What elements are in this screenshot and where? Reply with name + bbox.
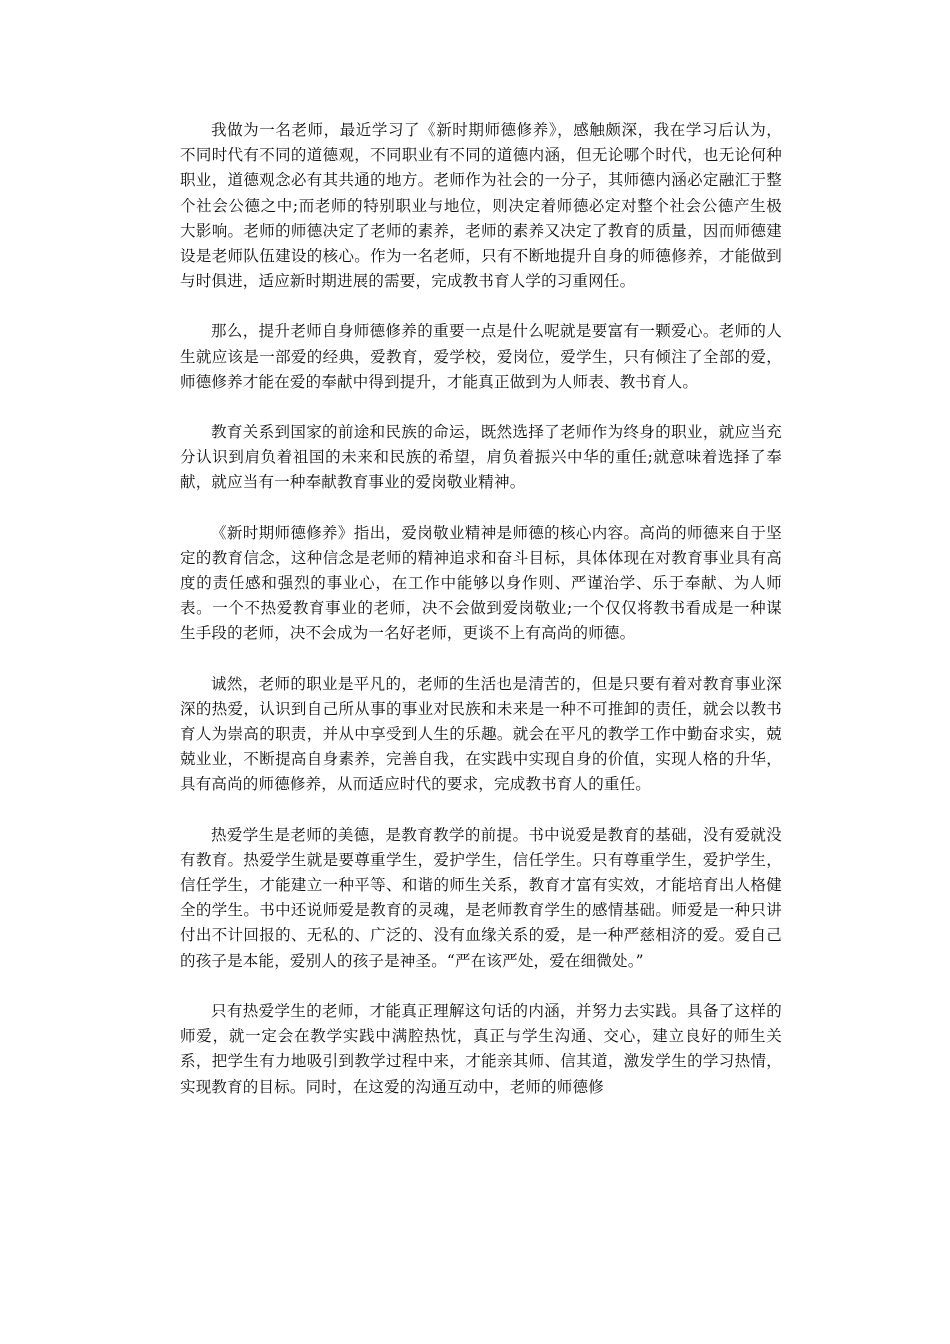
paragraph-6: 热爱学生是老师的美德，是教育教学的前提。书中说爱是教育的基础，没有爱就没有教育。热爱学生就是要尊重学生，爱护学生，信任学生。只有尊重学生，爱护学生，信任学生，才能建立一种平等、和谐的师生关系，教育才富有实效，才能培育出人格健全的学生。书中还说师爱是教育的灵魂，是老师教育学生的感情基础。师爱是一种只讲付出不计回报的、无私的、广泛的、没有血缘关系的爱，是一种严慈相济的爱。爱自己的孩子是本能，爱别人的孩子是神圣。“严在该严处，爱在细微处。” — [180, 825, 782, 970]
paragraph-3: 教育关系到国家的前途和民族的命运，既然选择了老师作为终身的职业，就应当充分认识到肩负着祖国的未来和民族的希望，肩负着振兴中华的重任;就意味着选择了奉献，就应当有一种奉献教育事业的爱岗敬业精神。 — [180, 423, 782, 492]
paragraph-7: 只有热爱学生的老师，才能真正理解这句话的内涵，并努力去实践。具备了这样的师爱，就一定会在教学实践中满腔热忱，真正与学生沟通、交心，建立良好的师生关系，把学生有力地吸引到教学过程中来，才能亲其师、信其道，激发学生的学习热情，实现教育的目标。同时，在这爱的沟通互动中，老师的师德修 — [180, 1001, 782, 1096]
document-body — [180, 118, 782, 1125]
paragraph-5: 诚然，老师的职业是平凡的，老师的生活也是清苦的，但是只要有着对教育事业深深的热爱，认识到自己所从事的事业对民族和未来是一种不可推卸的责任，就会以教书育人为崇高的职责，并从中享受到人生的乐趣。就会在平凡的教学工作中勤奋求实，兢兢业业，不断提高自身素养，完善自我，在实践中实现自身的价值，实现人格的升华，具有高尚的师德修养，从而适应时代的要求，完成教书育人的重任。 — [180, 674, 782, 794]
paragraph-2: 那么，提升老师自身师德修养的重要一点是什么呢就是要富有一颗爱心。老师的人生就应该是一部爱的经典，爱教育，爱学校，爱岗位，爱学生，只有倾注了全部的爱，师德修养才能在爱的奉献中得到提升，才能真正做到为人师表、教书育人。 — [180, 322, 782, 391]
paragraph-4: 《新时期师德修养》指出，爱岗敬业精神是师德的核心内容。高尚的师德来自于坚定的教育信念，这种信念是老师的精神追求和奋斗目标，具体体现在对教育事业具有高度的责任感和强烈的事业心，在工作中能够以身作则、严谨治学、乐于奉献、为人师表。一个不热爱教育事业的老师，决不会做到爱岗敬业;一个仅仅将教书看成是一种谋生手段的老师，决不会成为一名好老师，更谈不上有高尚的师德。 — [180, 523, 782, 643]
paragraph-1: 我做为一名老师，最近学习了《新时期师德修养》，感触颇深，我在学习后认为，不同时代有不同的道德观，不同职业有不同的道德内涵，但无论哪个时代，也无论何种职业，道德观念必有其共通的地方。老师作为社会的一分子，其师德内涵必定融汇于整个社会公德之中;而老师的特别职业与地位，则决定着师德必定对整个社会公德产生极大影响。老师的师德决定了老师的素养，老师的素养又决定了教育的质量，因而师德建设是老师队伍建设的核心。作为一名老师，只有不断地提升自身的师德修养，才能做到与时俱进，适应新时期进展的需要，完成教书育人学的习重网任。 — [180, 121, 782, 291]
